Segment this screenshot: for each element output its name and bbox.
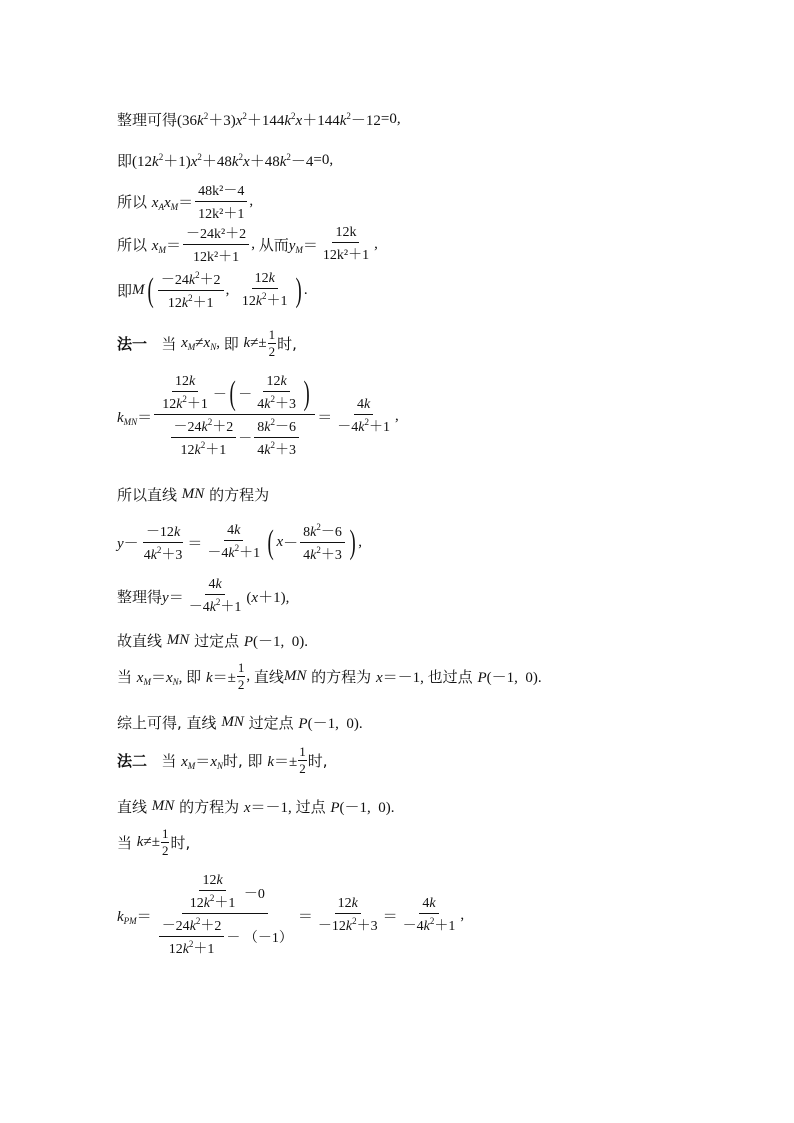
eq-line-7: $k_{MN}=$ $\frac{12k}{12k^2+1}$ － ( － $\frac{12k}{4k^2+3}$ ) $\frac{-24k^2+2}{12k^2+1}$ － $\frac{8k^2-6}{4k^2+3}$ ＝ $\frac{4k}{-4k^2+1}$ ,: [117, 374, 399, 458]
eq-line-4: 所以 $x_M=$ $\frac{\text{－24k²＋2}}{\text{12k²＋1}}$ , 从而 $y_M=$ $\frac{12k}{\text{12k²＋1}}$ ,: [117, 225, 378, 265]
eq-line-13: 综上可得, 直线 MN 过定点 P(－1, 0).: [117, 714, 363, 732]
text: 即: [223, 335, 239, 353]
fraction: $\frac{\text{－24k²＋2}}{\text{12k²＋1}}$: [183, 223, 249, 266]
fraction: $\frac{1}{2}$: [237, 660, 245, 692]
text: 当: [117, 668, 133, 686]
fraction: $\frac{1}{2}$: [161, 826, 169, 858]
text: 也过点: [427, 668, 473, 686]
math: y＝: [162, 590, 184, 606]
text: 当: [117, 834, 133, 852]
fraction: $\frac{12k}{-12k^2+3}$: [317, 896, 378, 934]
eq-line-3: 所以 $x_Ax_M=$ $\frac{\text{48k²－4}}{\text{12k²＋1}}$ ,: [117, 180, 253, 223]
text: 时, 即: [223, 752, 263, 770]
fraction: $\frac{12k}{\text{12k²＋1}}$: [322, 225, 370, 263]
text: 的方程为: [311, 668, 372, 686]
text: 的方程为: [209, 486, 270, 504]
big-fraction: $\frac{12k}{12k^2+1}$ －0 $\frac{-24k^2+2}{12k^2+1}$ － （－1）: [154, 873, 296, 958]
math: y－: [117, 536, 139, 552]
fraction: $\frac{4k}{-4k^2+1}$: [188, 577, 242, 615]
eq-line-10: 整理得 y＝ $\frac{4k}{-4k^2+1}$ (x＋1),: [117, 577, 290, 615]
eq-line-6: [117, 327, 297, 360]
eq-line-12: 当 $x_M=x_N$, 即 k＝± $\frac{1}{2}$ , 直线 MN 的方程为 x＝－1, 也过点 P(－1, 0).: [117, 660, 542, 692]
math: $x_M=x_N$,: [136, 670, 187, 687]
math: k＝±: [205, 670, 236, 686]
big-fraction: $\frac{12k}{12k^2+1}$ － ( － $\frac{12k}{4k^2+3}$ ) $\frac{-24k^2+2}{12k^2+1}$ － $\frac{8k^2-6}{4k^2+3}$: [154, 374, 315, 459]
eq-line-14: 法二 当 $x_M=x_N$ 时, 即 k＝± $\frac{1}{2}$ 时,: [117, 744, 328, 776]
fraction: $\frac{4k}{-4k^2+1}$: [337, 397, 391, 435]
math: $x_Ax_M=$: [151, 195, 194, 212]
math-tail: =0,: [313, 152, 334, 168]
eq-line-9: y－ $\frac{-12k}{4k^2+3}$ ＝ $\frac{4k}{-4k^2+1}$ ( x － $\frac{8k^2-6}{4k^2+3}$ ) ,: [117, 522, 362, 563]
fraction: $\frac{-12k}{4k^2+3}$: [141, 521, 186, 564]
eq-line-15: 直线 MN 的方程为 x＝－1, 过点 P(－1, 0).: [117, 798, 395, 816]
text: 时,: [307, 752, 328, 770]
text: 整理得: [117, 588, 163, 606]
text: 过定点: [194, 632, 240, 650]
eq-line-5: 即 M ( $\frac{-24k^2+2}{12k^2+1}$ , $\frac{12k}{12k^2+1}$ ) .: [117, 270, 308, 311]
text: 直线: [253, 668, 284, 686]
eq-line-16: 当 k≠± $\frac{1}{2}$ 时,: [117, 826, 191, 858]
eq-line-8: [117, 484, 269, 505]
text: 综上可得, 直线: [117, 714, 217, 732]
math: $(36k^2+3)x^2+144k^2x+144k^2-12$: [177, 111, 381, 129]
math: MN: [181, 486, 205, 502]
text: 所以: [117, 236, 148, 254]
math: $y_M=$: [288, 238, 318, 255]
fraction: $\frac{12k}{12k^2+1}$: [241, 271, 288, 309]
text: 直线: [117, 798, 148, 816]
math: $x_M\ne x_N$,: [181, 335, 224, 352]
method-label: 法二: [117, 752, 148, 770]
text: 即: [117, 282, 133, 300]
fraction: $\frac{1}{2}$: [299, 744, 306, 776]
math-tail: =0,: [380, 111, 401, 127]
text: 的方程为: [179, 798, 240, 816]
text: 即: [117, 152, 133, 170]
fraction: $\frac{-24k^2+2}{12k^2+1}$: [158, 269, 224, 312]
text: 即: [186, 668, 202, 686]
text: 所以直线: [117, 486, 178, 504]
eq-line-17: $k_{PM}=$ $\frac{12k}{12k^2+1}$ －0 $\frac{-24k^2+2}{12k^2+1}$ － （－1） ＝ $\frac{12k}{-12k^2+3}$ ＝ $\frac{4k}{-4k^2+1}$ ,: [117, 873, 465, 957]
math: $x_M=$: [151, 238, 181, 255]
fraction: $\frac{4k}{-4k^2+1}$: [207, 523, 261, 561]
text: 过点: [295, 798, 326, 816]
eq-line-2: [117, 150, 333, 171]
math: $k_{MN}=$: [117, 410, 153, 427]
method-label: 法一: [117, 335, 148, 353]
math: $k_{PM}=$: [117, 909, 152, 926]
text: 整理可得: [117, 111, 178, 129]
text: 故直线: [117, 632, 163, 650]
text: 所以: [117, 193, 148, 211]
fraction: $\frac{1}{2}$: [268, 327, 276, 359]
eq-line-11: [117, 630, 308, 651]
text: 当: [161, 752, 177, 770]
fraction: $\frac{\text{48k²－4}}{\text{12k²＋1}}$: [195, 180, 247, 223]
math: M: [132, 282, 145, 298]
math: $(12k^2+1)x^2+48k^2x+48k^2-4$: [132, 152, 314, 170]
text: 从而: [258, 236, 289, 254]
eq-line-1: [117, 109, 401, 130]
text: 时,: [170, 834, 191, 852]
math: k≠±: [243, 335, 267, 351]
fraction: $\frac{8k^2-6}{4k^2+3}$: [300, 521, 345, 564]
fraction: $\frac{4k}{-4k^2+1}$: [402, 896, 456, 934]
math: MN: [166, 632, 190, 648]
math: P(－1, 0).: [243, 634, 309, 650]
text: 过定点: [248, 714, 294, 732]
text: 时,: [277, 335, 297, 353]
text: 当: [161, 335, 177, 353]
